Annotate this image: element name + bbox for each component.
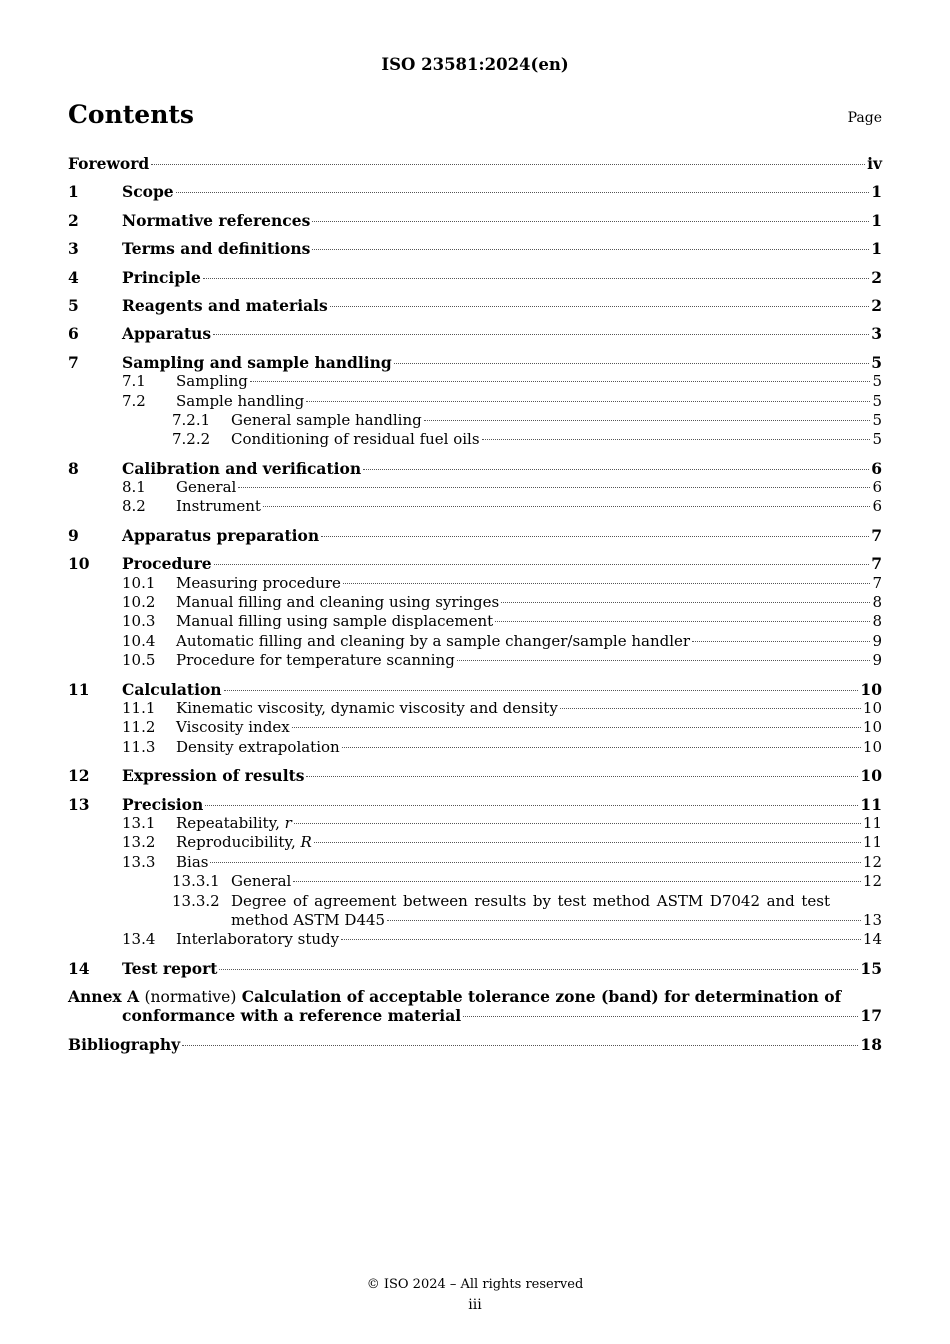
page-column-label: Page [847, 110, 882, 126]
table-of-contents [68, 154, 882, 1054]
toc-entry-apparatus[interactable]: 6 Apparatus 3 [68, 324, 882, 344]
toc-entry-apparatus-preparation[interactable]: 9 Apparatus preparation 7 [68, 525, 882, 545]
toc-entry-kinematic-viscosity[interactable]: 11.1 Kinematic viscosity, dynamic viscosity and density 10 [122, 698, 882, 717]
toc-entry-degree-of-agreement[interactable]: 13.3.2 Degree of agreement between results by test method ASTM D7042 and test method ASTM D445 13 [172, 891, 882, 929]
toc-entry-test-report[interactable]: 14 Test report 15 [68, 958, 882, 978]
toc-entry-sampling[interactable]: 7.1 Sampling 5 [122, 372, 882, 391]
toc-entry-foreword[interactable]: Foreword iv [68, 154, 882, 173]
toc-entry-density-extrapolation[interactable]: 11.3 Density extrapolation 10 [122, 737, 882, 756]
copyright-footer: © ISO 2024 – All rights reserved [366, 1277, 584, 1292]
toc-entry-sampling-and-sample-handling[interactable]: 7 Sampling and sample handling 5 [68, 352, 882, 372]
toc-entry-viscosity-index[interactable]: 11.2 Viscosity index 10 [122, 718, 882, 737]
toc-entry-bias-general[interactable]: 13.3.1 General 12 [172, 872, 882, 891]
toc-entry-conditioning-residual-fuel-oils[interactable]: 7.2.2 Conditioning of residual fuel oils 5 [172, 430, 882, 449]
toc-entry-instrument[interactable]: 8.2 Instrument 6 [122, 497, 882, 516]
toc-entry-reagents-and-materials[interactable]: 5 Reagents and materials 2 [68, 295, 882, 315]
toc-entry-calibration-general[interactable]: 8.1 General 6 [122, 478, 882, 497]
toc-entry-expression-of-results[interactable]: 12 Expression of results 10 [68, 766, 882, 786]
toc-entry-temperature-scanning[interactable]: 10.5 Procedure for temperature scanning 9 [122, 651, 882, 670]
toc-entry-principle[interactable]: 4 Principle 2 [68, 267, 882, 287]
toc-entry-terms-and-definitions[interactable]: 3 Terms and definitions 1 [68, 239, 882, 259]
toc-entry-calibration-and-verification[interactable]: 8 Calibration and verification 6 [68, 458, 882, 478]
toc-entry-normative-references[interactable]: 2 Normative references 1 [68, 210, 882, 230]
toc-entry-bibliography[interactable]: Bibliography 18 [68, 1034, 882, 1054]
toc-entry-precision[interactable]: 13 Precision 11 [68, 794, 882, 814]
page-number: iii [468, 1297, 482, 1313]
toc-entry-reproducibility[interactable]: 13.2 Reproducibility, R 11 [122, 833, 882, 852]
toc-entry-manual-filling-displacement[interactable]: 10.3 Manual filling using sample displacement 8 [122, 612, 882, 631]
page-title: Contents [68, 100, 195, 129]
toc-entry-bias[interactable]: 13.3 Bias 12 [122, 852, 882, 871]
document-header: ISO 23581:2024(en) [381, 55, 569, 74]
toc-entry-scope[interactable]: 1 Scope 1 [68, 182, 882, 202]
toc-entry-repeatability[interactable]: 13.1 Repeatability, r 11 [122, 813, 882, 832]
toc-entry-interlaboratory-study[interactable]: 13.4 Interlaboratory study 14 [122, 930, 882, 949]
toc-entry-general-sample-handling[interactable]: 7.2.1 General sample handling 5 [172, 410, 882, 429]
toc-entry-sample-handling[interactable]: 7.2 Sample handling 5 [122, 391, 882, 410]
toc-entry-measuring-procedure[interactable]: 10.1 Measuring procedure 7 [122, 573, 882, 592]
toc-entry-manual-filling-syringes[interactable]: 10.2 Manual filling and cleaning using syringes 8 [122, 593, 882, 612]
toc-entry-automatic-filling[interactable]: 10.4 Automatic filling and cleaning by a sample changer/sample handler 9 [122, 631, 882, 650]
toc-entry-calculation[interactable]: 11 Calculation 10 [68, 679, 882, 699]
toc-entry-annex-a[interactable]: Annex A (normative) Calculation of acceptable tolerance zone (band) for determination of conformance with a reference material 17 [68, 987, 882, 1026]
toc-entry-procedure[interactable]: 10 Procedure 7 [68, 554, 882, 574]
